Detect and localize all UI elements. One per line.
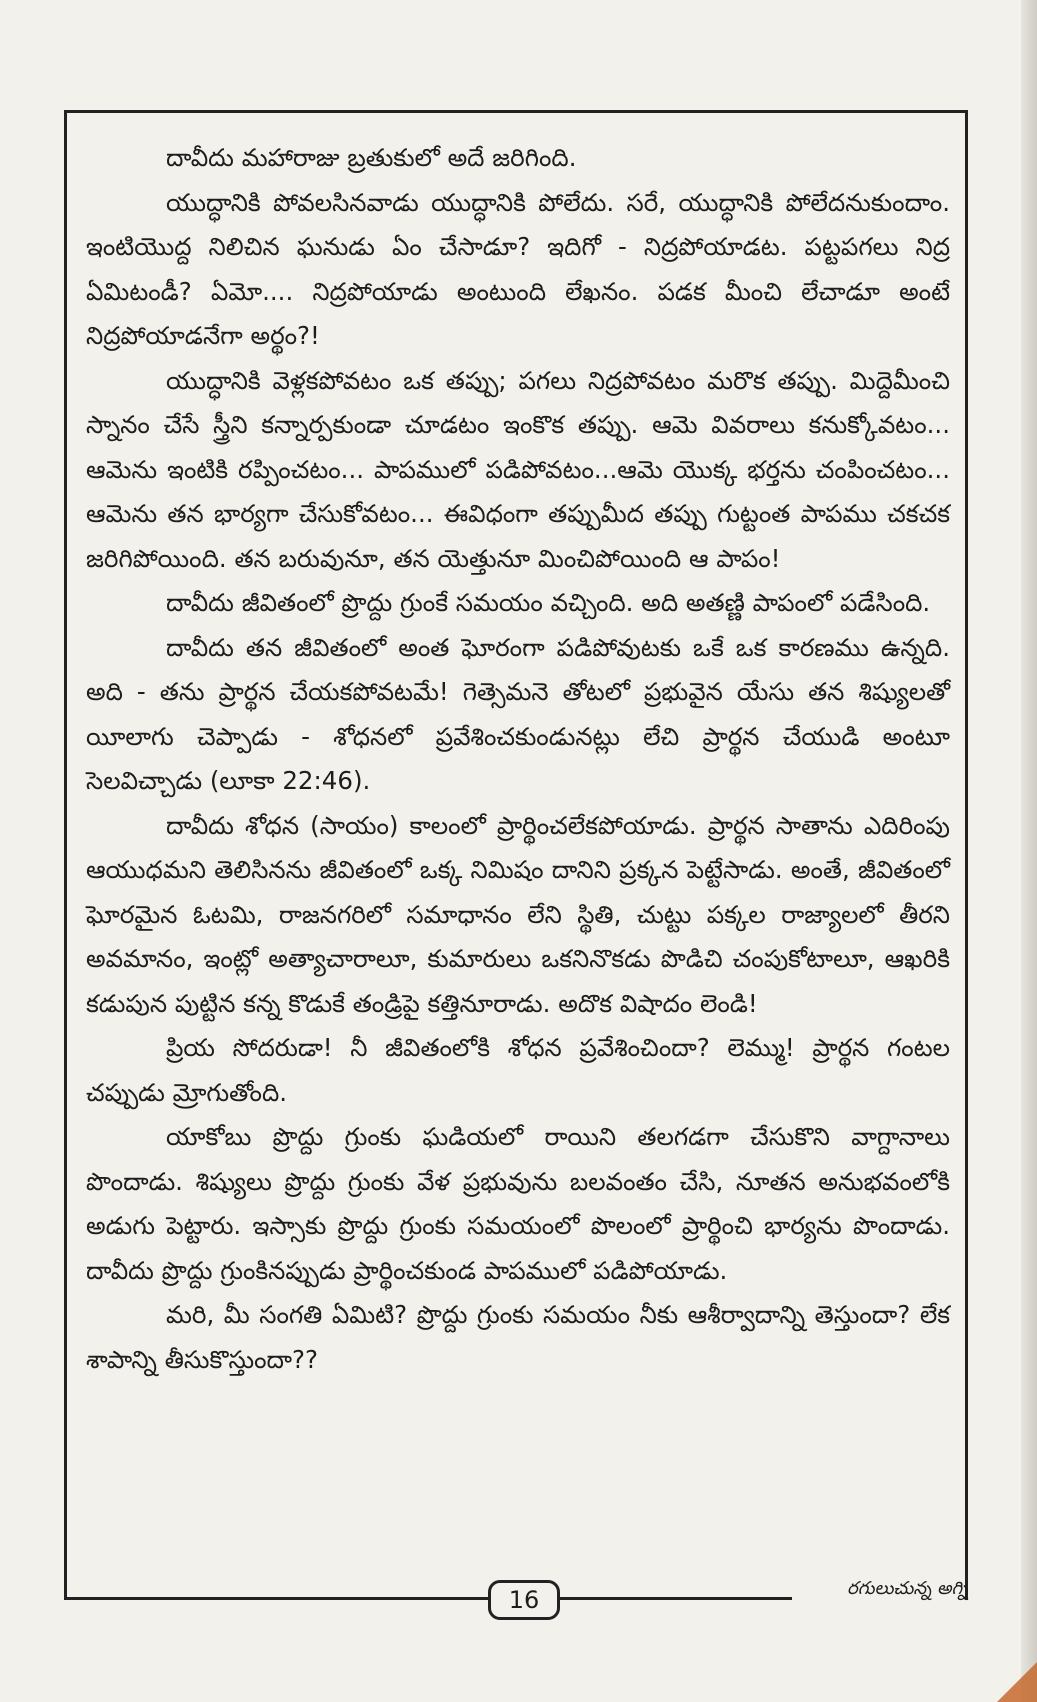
page-edge [1021,0,1037,1702]
paragraph-7: ప్రియ సోదరుడా! నీ జీవితంలోకి శోధన ప్రవేశించిందా? లెమ్ము! ప్రార్థన గంటల చప్పుడు మ్రోగుతోంది. [86,1033,950,1107]
body-text [86,136,950,1382]
paragraph-1: దావీదు మహారాజు బ్రతుకులో అదే జరిగింది. [166,143,577,172]
paragraph-8: యాకోబు ప్రొద్దు గ్రుంకు ఘడియలో రాయిని తలగడగా చేసుకొని వాగ్దానాలు పొందాడు. శిష్యులు ప్రొద్దు గ్రుంకు వేళ ప్రభువును బలవంతం చేసి, నూతన అనుభవంలోకి అడుగు పెట్టారు. ఇస్సాకు ప్రొద్దు గ్రుంకు సమయంలో పొలంలో ప్రార్థించి భార్యను పొందాడు. దావీదు ప్రొద్దు గ్రుంకినప్పుడు ప్రార్థించకుండ పాపములో పడిపోయాడు. [86,1122,950,1285]
paragraph-5: దావీదు తన జీవితంలో అంత ఘోరంగా పడిపోవుటకు ఒకే ఒక కారణము ఉన్నది. అది - తను ప్రార్థన చేయకపోవటమే! గెత్సెమనె తోటలో ప్రభువైన యేసు తన శిష్యులతో యీలాగు చెప్పాడు - శోధనలో ప్రవేశించకుండునట్లు లేచి ప్రార్థన చేయుడి అంటూ సెలవిచ్చాడు (లూకా 22:46). [86,632,950,795]
paragraph-3: యుద్ధానికి వెళ్లకపోవటం ఒక తప్పు; పగలు నిద్రపోవటం మరొక తప్పు. మిద్దెమీంచి స్నానం చేసే స్త్రీని కన్నార్పకుండా చూడటం ఇంకొక తప్పు. ఆమె వివరాలు కనుక్కోవటం... ఆమెను ఇంటికి రప్పించటం... పాపములో పడిపోవటం...ఆమె యొక్క భర్తను చంపించటం... ఆమెను తన భార్యగా చేసుకోవటం... ఈవిధంగా తప్పుమీద తప్పు గుట్టంత పాపము చకచక జరిగిపోయింది. తన బరువునూ, తన యెత్తునూ మించిపోయింది ఆ పాపం! [86,365,950,573]
paragraph-2: యుద్ధానికి పోవలసినవాడు యుద్ధానికి పోలేదు. సరే, యుద్ధానికి పోలేదనుకుందాం. ఇంటియొద్ద నిలిచిన ఘనుడు ఏం చేసాడూ? ఇదిగో - నిద్రపోయాడట. పట్టపగలు నిద్ర ఏమిటండీ? ఏమో.... నిద్రపోయాడు అంటుంది లేఖనం. పడక మీంచి లేచాడూ అంటే నిద్రపోయాడనేగా అర్థం?! [86,187,950,350]
paragraph-6: దావీదు శోధన (సాయం) కాలంలో ప్రార్థించలేకపోయాడు. ప్రార్థన సాతాను ఎదిరింపు ఆయుధమని తెలిసినను జీవితంలో ఒక్క నిమిషం దానిని ప్రక్కన పెట్టేసాడు. అంతే, జీవితంలో ఘోరమైన ఓటమి, రాజనగరిలో సమాధానం లేని స్థితి, చుట్టు పక్కల రాజ్యాలలో తీరని అవమానం, ఇంట్లో అత్యాచారాలూ, కుమారులు ఒకనినొకడు పొడిచి చంపుకోటాలూ, ఆఖరికి కడుపున పుట్టిన కన్న కొడుకే తండ్రిపై కత్తినూరాడు. అదొక విషాదం లెండి! [86,810,950,1018]
paragraph-4: దావీదు జీవితంలో ప్రొద్దు గ్రుంకే సమయం వచ్చింది. అది అతణ్ణి పాపంలో పడేసింది. [166,588,931,617]
page-border-bottom-right [560,1597,792,1600]
paragraph-9: మరి, మీ సంగతి ఏమిటి? ప్రొద్దు గ్రుంకు సమయం నీకు ఆశీర్వాదాన్ని తెస్తుందా? లేక శాపాన్ని తీసుకొస్తుందా?? [86,1300,950,1374]
page-number: 16 [488,1580,560,1620]
page-corner [997,1662,1037,1702]
page-border-bottom-left [64,1597,496,1600]
book-title: రగులుచున్న అగ్ని [847,1578,968,1599]
